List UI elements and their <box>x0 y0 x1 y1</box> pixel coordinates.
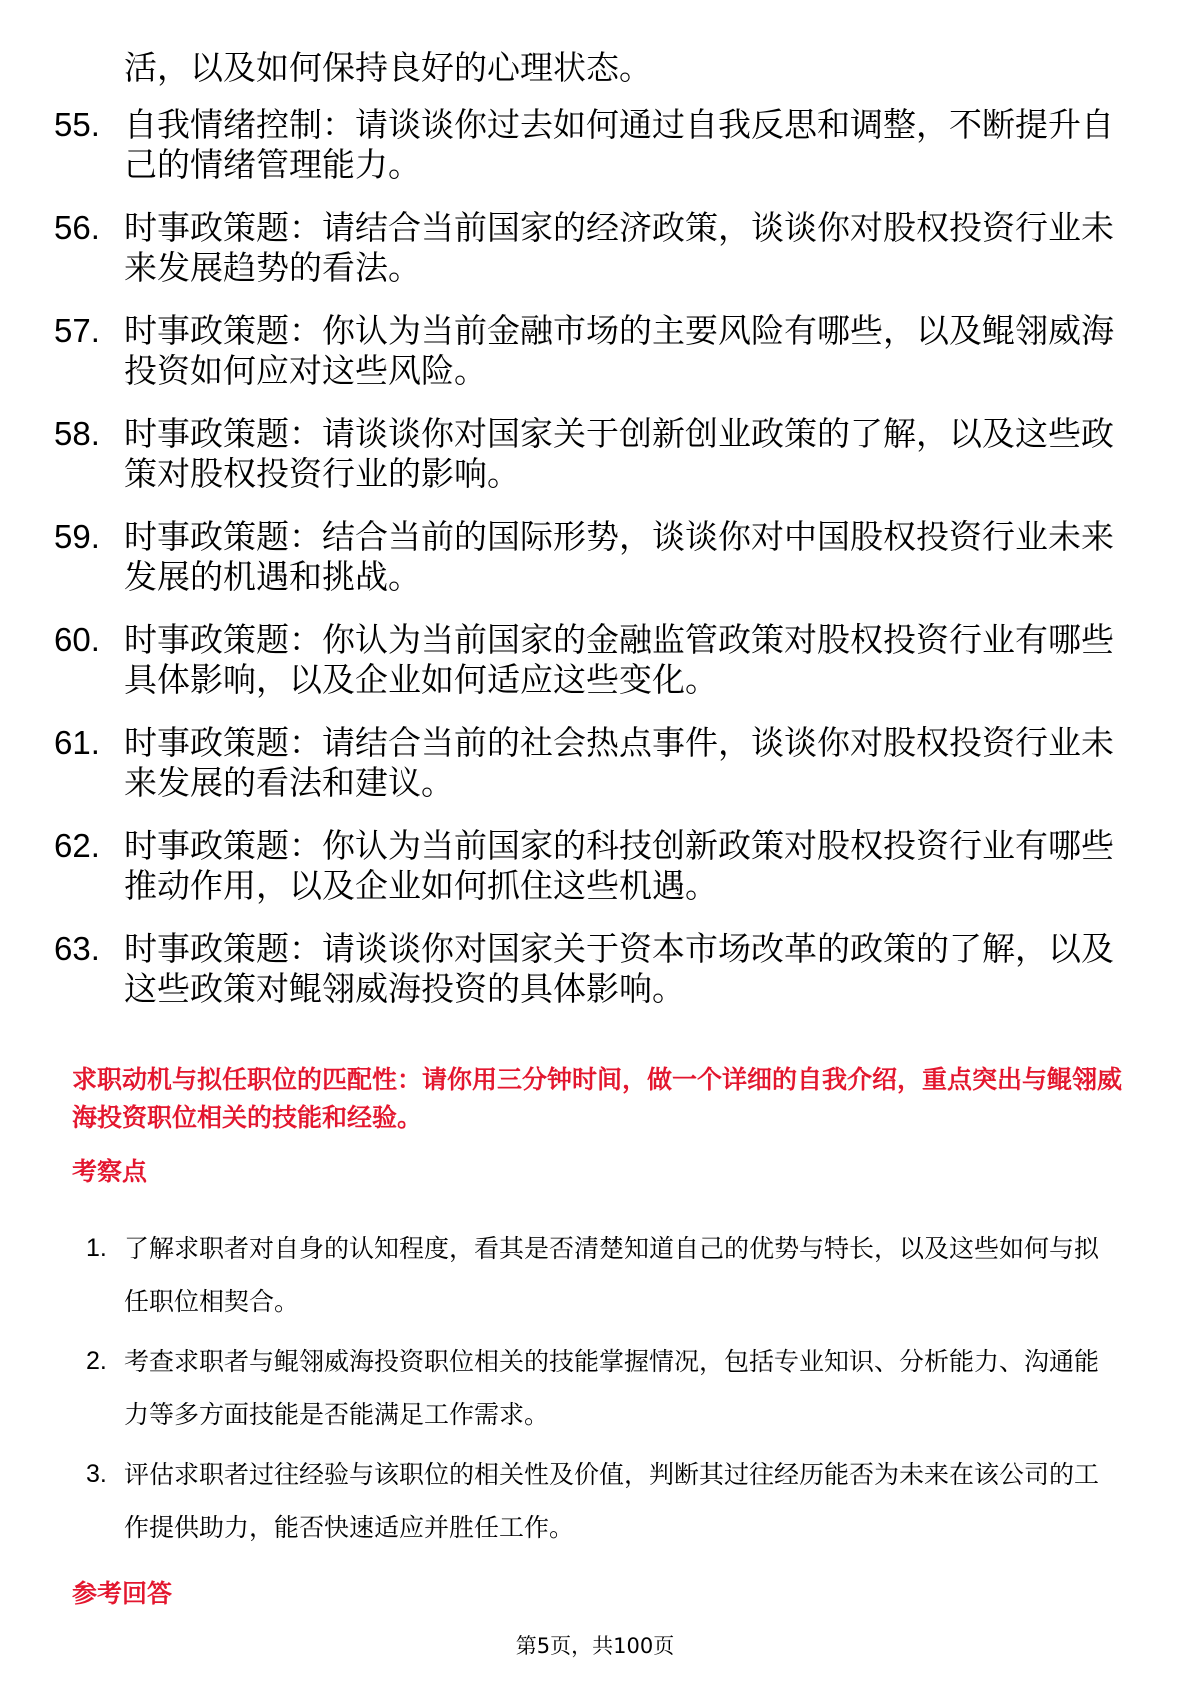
point-number: 3. <box>86 1460 107 1488</box>
list-item <box>0 620 1190 723</box>
exam-points-list <box>0 1222 1190 1561</box>
point-text: 考查求职者与鲲翎威海投资职位相关的技能掌握情况，包括专业知识、分析能力、沟通能力等多方面技能是否能满足工作需求。 <box>124 1347 1100 1429</box>
list-item <box>0 1448 1190 1561</box>
list-item <box>0 517 1190 620</box>
point-number: 1. <box>86 1234 107 1262</box>
reference-answer-heading: 参考回答 <box>72 1579 173 1608</box>
list-item <box>0 105 1190 208</box>
question-number: 63. <box>54 930 100 967</box>
question-number: 60. <box>54 621 100 658</box>
list-item <box>0 208 1190 311</box>
question-list <box>0 105 1190 1032</box>
question-text: 自我情绪控制：请谈谈你过去如何通过自我反思和调整，不断提升自己的情绪管理能力。 <box>124 105 1114 184</box>
question-text: 时事政策题：你认为当前国家的金融监管政策对股权投资行业有哪些具体影响，以及企业如何适应这些变化。 <box>124 620 1114 699</box>
question-number: 62. <box>54 827 100 864</box>
list-item <box>0 929 1190 1032</box>
list-item <box>0 311 1190 414</box>
continuation-text: 活，以及如何保持良好的心理状态。 <box>124 48 652 87</box>
list-item <box>0 723 1190 826</box>
list-item <box>0 826 1190 929</box>
question-number: 58. <box>54 415 100 452</box>
question-text: 时事政策题：你认为当前金融市场的主要风险有哪些，以及鲲翎威海投资如何应对这些风险。 <box>124 311 1114 390</box>
question-number: 61. <box>54 724 100 761</box>
question-number: 56. <box>54 209 100 246</box>
point-number: 2. <box>86 1347 107 1375</box>
question-text: 时事政策题：请结合当前的社会热点事件，谈谈你对股权投资行业未来发展的看法和建议。 <box>124 723 1114 802</box>
page-footer: 第5页，共100页 <box>515 1634 675 1658</box>
question-text: 时事政策题：请谈谈你对国家关于创新创业政策的了解，以及这些政策对股权投资行业的影响。 <box>124 414 1114 493</box>
question-text: 时事政策题：你认为当前国家的科技创新政策对股权投资行业有哪些推动作用，以及企业如何抓住这些机遇。 <box>124 826 1114 905</box>
list-item <box>0 414 1190 517</box>
question-text: 时事政策题：请谈谈你对国家关于资本市场改革的政策的了解，以及这些政策对鲲翎威海投资的具体影响。 <box>124 929 1114 1008</box>
list-item <box>0 1222 1190 1335</box>
question-number: 55. <box>54 106 100 143</box>
question-text: 时事政策题：结合当前的国际形势，谈谈你对中国股权投资行业未来发展的机遇和挑战。 <box>124 517 1114 596</box>
exam-points-heading: 考察点 <box>72 1157 148 1186</box>
point-text: 评估求职者过往经验与该职位的相关性及价值，判断其过往经历能否为未来在该公司的工作提供助力，能否快速适应并胜任工作。 <box>124 1460 1100 1542</box>
question-text: 时事政策题：请结合当前国家的经济政策，谈谈你对股权投资行业未来发展趋势的看法。 <box>124 208 1114 287</box>
list-item <box>0 1335 1190 1448</box>
point-text: 了解求职者对自身的认知程度，看其是否清楚知道自己的优势与特长，以及这些如何与拟任职位相契合。 <box>124 1234 1100 1316</box>
question-number: 59. <box>54 518 100 555</box>
highlight-question: 求职动机与拟任职位的匹配性：请你用三分钟时间，做一个详细的自我介绍，重点突出与鲲翎威海投资职位相关的技能和经验。 <box>72 1065 1123 1132</box>
question-number: 57. <box>54 312 100 349</box>
